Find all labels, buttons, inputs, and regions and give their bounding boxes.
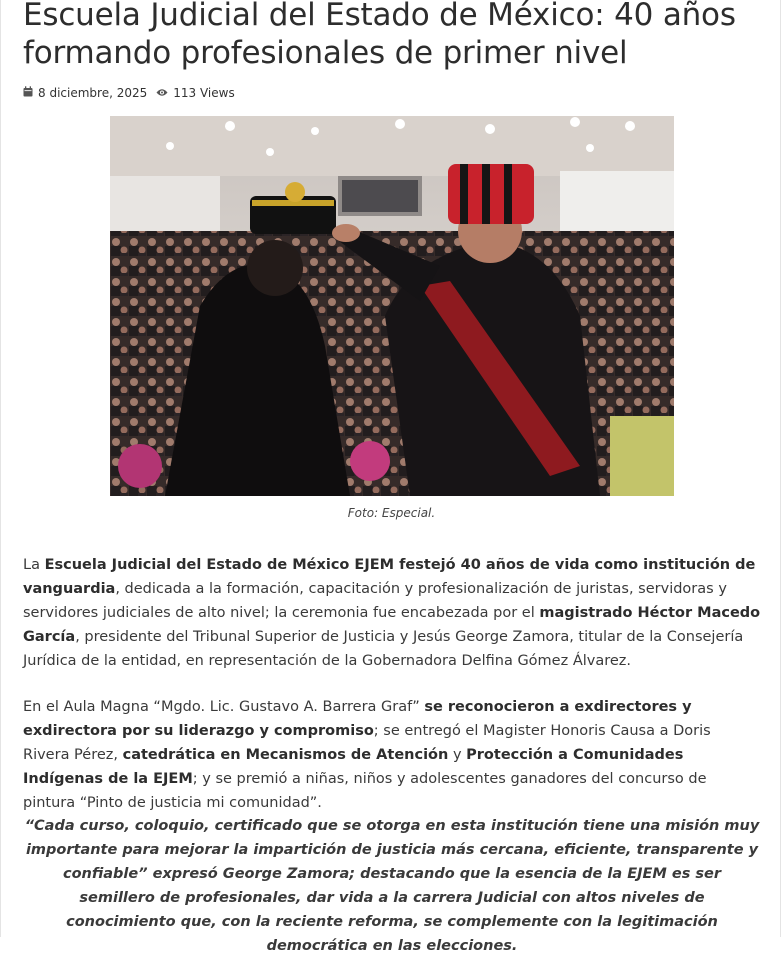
article-photo[interactable] (110, 116, 674, 496)
views-meta (156, 86, 234, 100)
text-run: En el Aula Magna “Mgdo. Lic. Gustavo A. Barrera Graf” (23, 699, 425, 715)
text-run: , dedicada a la formación, capacitación y profesionalización de juristas, servidoras y servidores judiciales de alto nivel; la ceremonia fue encabezada por el (23, 581, 727, 621)
text-run: y (448, 747, 467, 763)
article-paragraph-2 (23, 695, 761, 815)
bold-text-run: Protección a Comunidades Indígenas de la EJEM (23, 747, 684, 787)
bold-text-run: se reconocieron a exdirectores y exdirectora por su liderazgo y compromiso (23, 699, 692, 739)
article-views: 113 Views (173, 86, 235, 100)
bold-text-run: catedrática en Mecanismos de Atención (122, 747, 449, 763)
article-paragraph-1 (23, 553, 761, 673)
calendar-icon (23, 86, 33, 100)
text-run: ; se entregó el Magister Honoris Causa a Doris Rivera Pérez, (23, 723, 711, 763)
text-run: ; y se premió a niñas, niños y adolescentes ganadores del concurso de pintura “Pinto de justicia mi comunidad”. (23, 771, 707, 811)
bold-text-run: Escuela Judicial del Estado de México EJEM festejó 40 años de vida como institución de vanguardia (23, 557, 756, 597)
eye-icon (156, 86, 168, 100)
article-title: Escuela Judicial del Estado de México: 40 años formando profesionales de primer nivel (23, 0, 736, 71)
article-meta (23, 86, 244, 100)
photo-caption: Foto: Especial. (347, 506, 436, 520)
date-meta[interactable] (23, 86, 147, 100)
article-quote: “Cada curso, coloquio, certificado que se otorga en esta institución tiene una misión muy importante para mejorar la impartición de justicia más cercana, eficiente, transparente y confiable” expresó George Zamora; destacando que la esencia de la EJEM es ser semillero de profesionales, dar vida a la carrera Judicial con altos niveles de conocimiento que, con la reciente reforma, se complemente con la legitimación democrática en las elecciones. (24, 818, 760, 954)
article-date: 8 diciembre, 2025 (38, 86, 148, 100)
ceremony-photo-illustration (110, 116, 674, 496)
bold-text-run: magistrado Héctor Macedo García (23, 605, 761, 645)
text-run: , presidente del Tribunal Superior de Justicia y Jesús George Zamora, titular de la Consejería Jurídica de la entidad, en representación de la Gobernadora Delfina Gómez Álvarez. (23, 629, 744, 669)
text-run: La (23, 557, 45, 573)
